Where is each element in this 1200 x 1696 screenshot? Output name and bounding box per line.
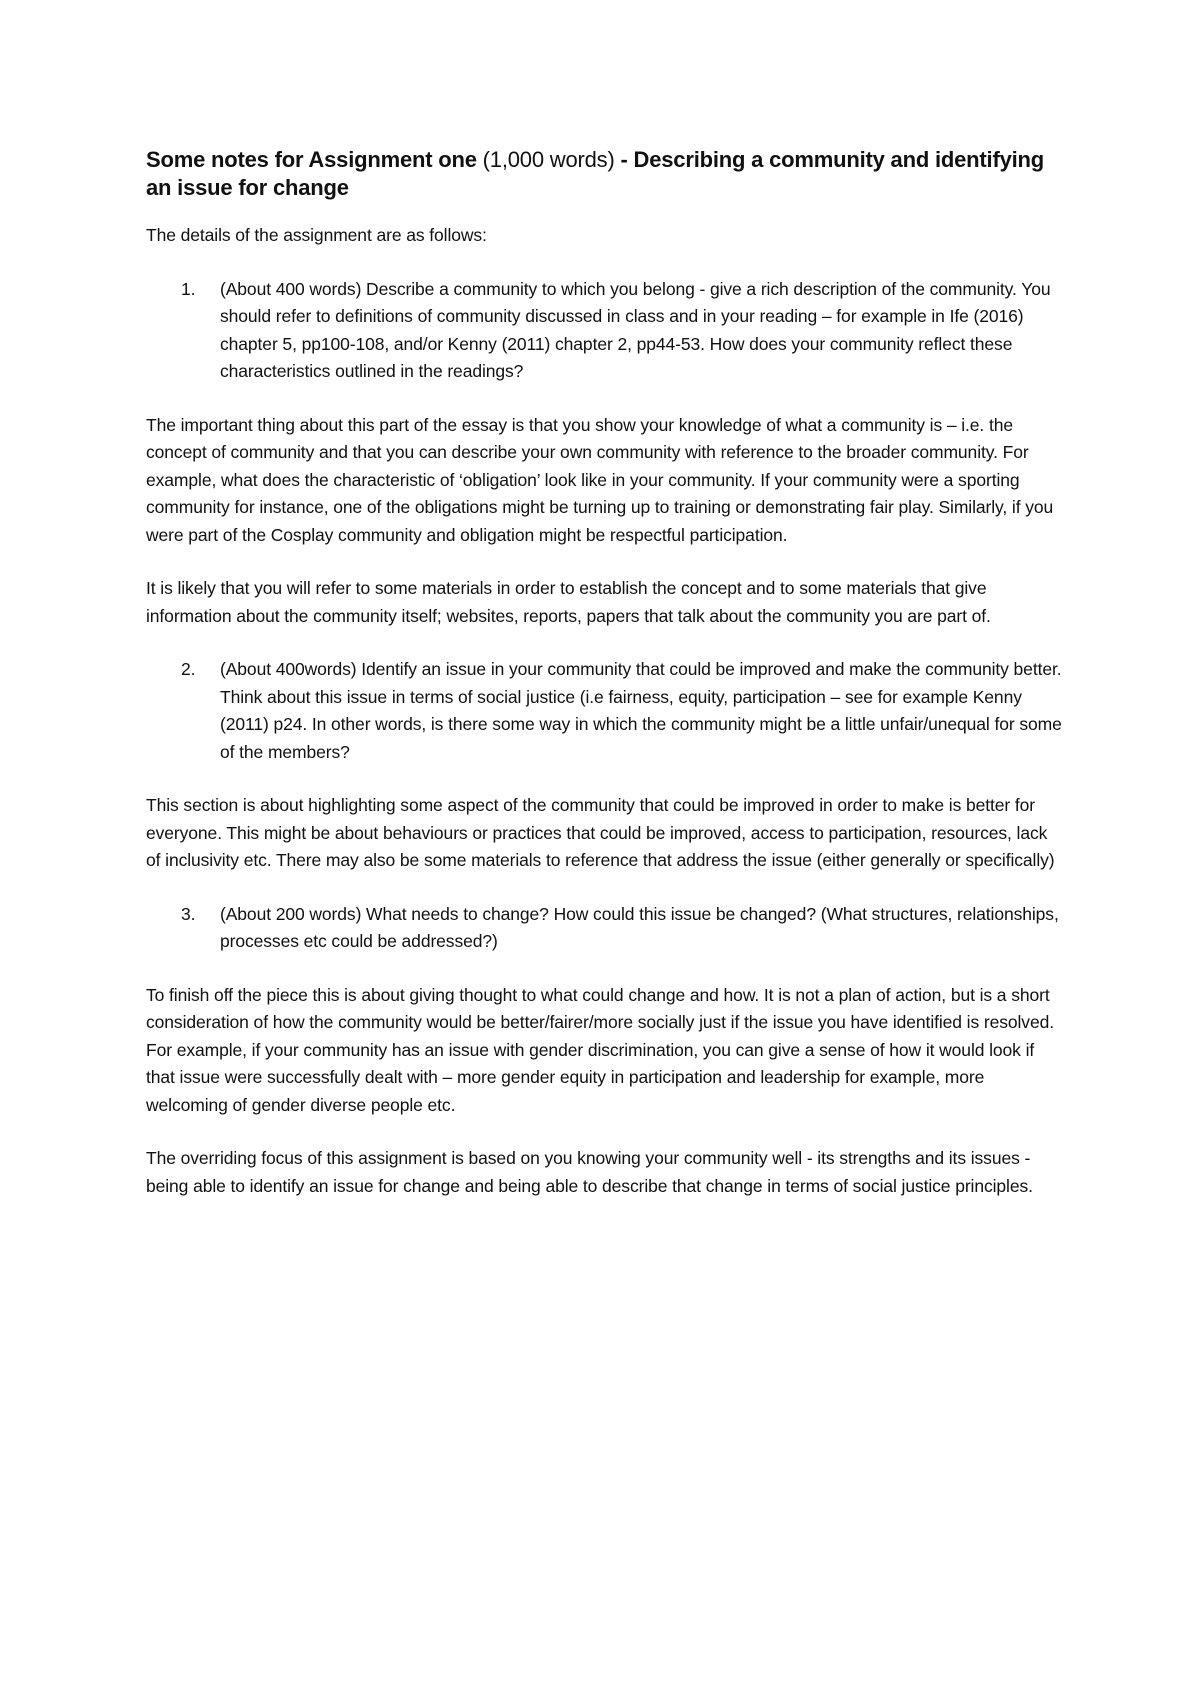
paragraph-part1-materials: It is likely that you will refer to some materials in order to establish the concept and to some materials that give information about the community itself; websites, reports, papers that talk about the community you are part of. bbox=[146, 578, 991, 626]
title-part-2: (1,000 words) bbox=[476, 147, 621, 172]
list-item-number: 1. bbox=[181, 278, 196, 299]
document-page bbox=[146, 146, 1066, 1226]
document-title bbox=[146, 146, 1066, 202]
list-item-text: (About 200 words) What needs to change? How could this issue be changed? (What structures, relationships, processes etc could be addressed?) bbox=[220, 903, 1059, 951]
paragraph-part1-explanation: The important thing about this part of the essay is that you show your knowledge of what a community is – i.e. the concept of community and that you can describe your own community with reference to the broader community. For example, what does the characteristic of ‘obligation’ look like in your community. If your community were a sporting community for instance, one of the obligations might be turning up to training or demonstrating fair play. Similarly, if you were part of the Cosplay community and obligation might be respectful participation. bbox=[146, 414, 1054, 545]
list-item-3 bbox=[146, 901, 1066, 956]
list-item-number: 2. bbox=[181, 659, 196, 679]
list-item-2 bbox=[146, 656, 1066, 766]
paragraph-part2-explanation: This section is about highlighting some aspect of the community that could be improved in order to make is better for everyone. This might be about behaviours or practices that could be improved, access to participation, resources, lack of inclusivity etc. There may also be some materials to reference that address the issue (either generally or specifically) bbox=[146, 795, 1055, 870]
paragraph-part3-explanation: To finish off the piece this is about giving thought to what could change and how. It is not a plan of action, but is a short consideration of how the community would be better/fairer/more socially just if the issue you have identified is resolved. For example, if your community has an issue with gender discrimination, you can give a sense of how it would look if that issue were successfully dealt with – more gender equity in participation and leadership for example, more welcoming of gender diverse people etc. bbox=[146, 984, 1054, 1115]
list-item-text: (About 400words) Identify an issue in your community that could be improved and make the community better. Think about this issue in terms of social justice (i.e fairness, equity, participation – see for example Kenny (2011) p24. In other words, is there some way in which the community might be a little unfair/unequal for some of the members? bbox=[220, 659, 1062, 762]
list-item-number: 3. bbox=[181, 903, 196, 924]
title-part-3: - Describing a community and identifying an issue for change bbox=[146, 147, 1044, 200]
list-item-text: (About 400 words) Describe a community to which you belong - give a rich description of the community. You should refer to definitions of community discussed in class and in your reading – for example in Ife (2016) chapter 5, pp100-108, and/or Kenny (2011) chapter 2, pp44-53. How does your community reflect these characteristics outlined in the readings? bbox=[220, 278, 1051, 381]
list-item-1 bbox=[146, 276, 1066, 386]
conclusion-paragraph: The overriding focus of this assignment is based on you knowing your community well - its strengths and its issues - being able to identify an issue for change and being able to describe that change in terms of social justice principles. bbox=[146, 1148, 1033, 1196]
title-part-1: Some notes for Assignment one bbox=[146, 147, 477, 172]
intro-paragraph: The details of the assignment are as follows: bbox=[146, 225, 487, 245]
